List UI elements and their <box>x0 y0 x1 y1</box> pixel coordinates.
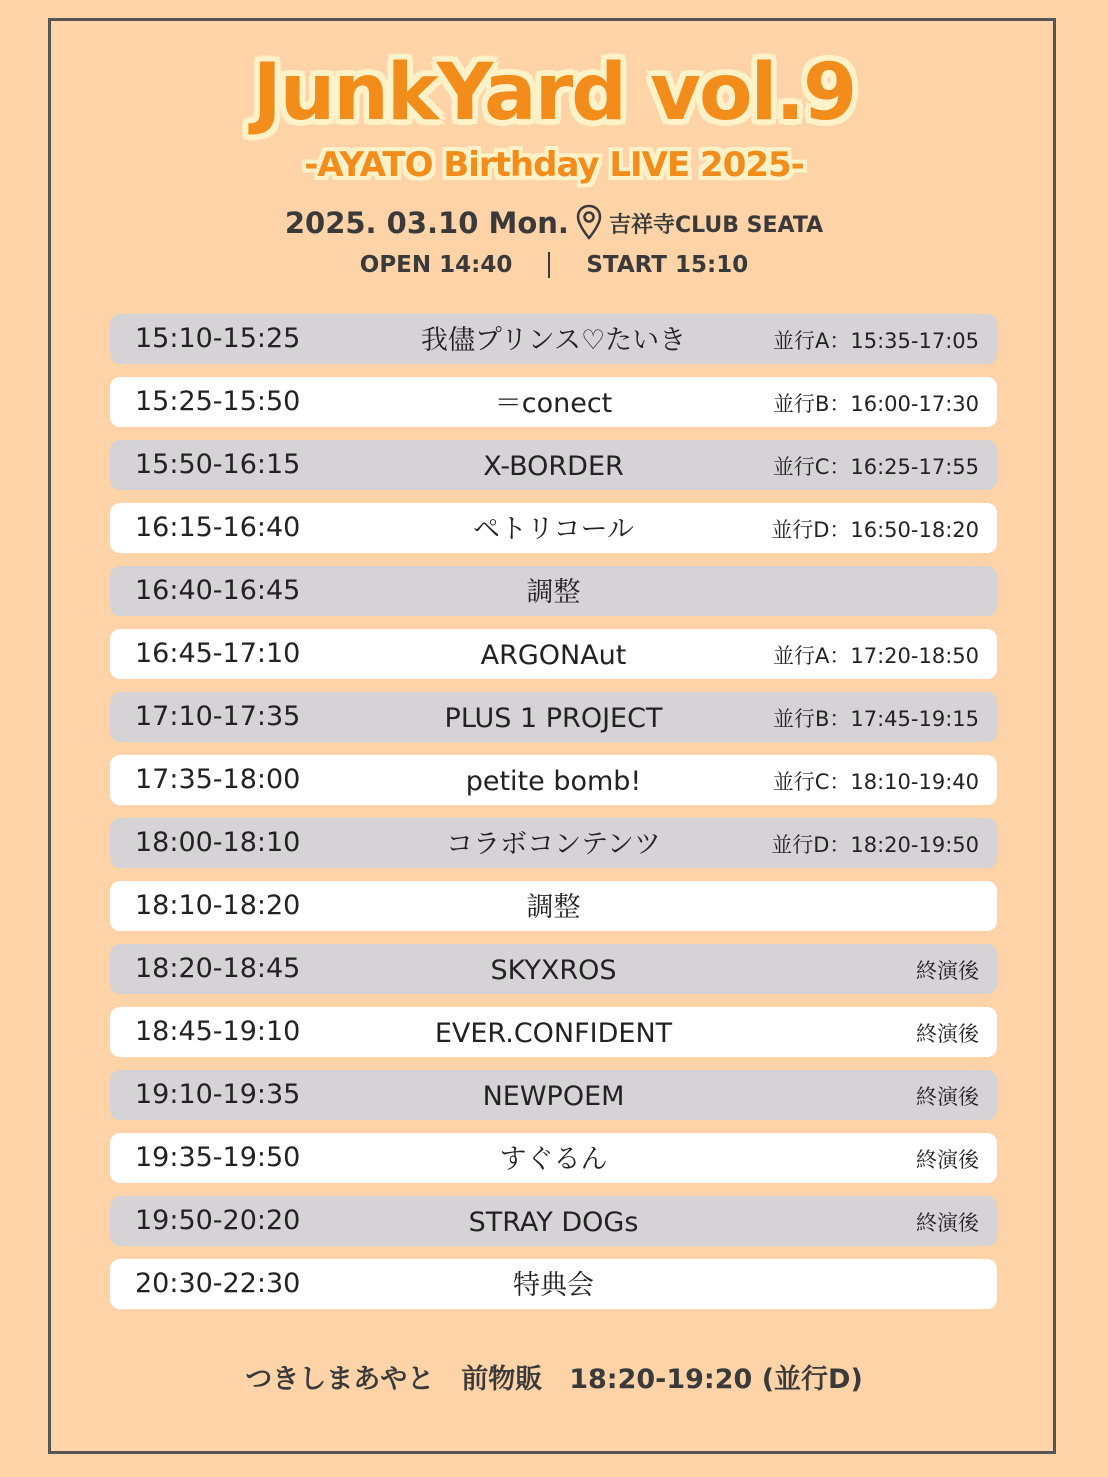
slot-time: 19:50-20:20 <box>135 1205 301 1236</box>
timetable-row <box>110 440 997 490</box>
slot-time: 16:45-17:10 <box>135 638 301 669</box>
timetable-row <box>110 314 997 364</box>
open-time: OPEN 14:40 <box>359 252 513 278</box>
parallel-queue: 並行C：18:10-19:40 <box>772 770 979 794</box>
parallel-queue: 並行A：15:35-17:05 <box>773 329 979 353</box>
parallel-queue: 終演後 <box>916 1148 979 1172</box>
act-name: X-BORDER <box>483 451 624 482</box>
timetable-row <box>110 1007 997 1057</box>
slot-time: 16:40-16:45 <box>135 575 301 606</box>
act-name: すぐるん <box>499 1144 608 1175</box>
timetable-row <box>110 629 997 679</box>
timetable-row <box>110 881 997 931</box>
slot-time: 18:10-18:20 <box>135 890 301 921</box>
timetable-row <box>110 944 997 994</box>
map-pin-icon <box>575 204 603 242</box>
act-name: petite bomb! <box>465 766 642 797</box>
slot-time: 15:10-15:25 <box>135 323 301 354</box>
parallel-queue: 終演後 <box>916 1211 979 1235</box>
slot-time: 18:20-18:45 <box>135 953 301 984</box>
timetable-row <box>110 755 997 805</box>
timetable-row <box>110 1070 997 1120</box>
act-name: ＝conect <box>494 388 613 419</box>
slot-time: 18:00-18:10 <box>135 827 301 858</box>
act-name: STRAY DOGs <box>468 1207 639 1238</box>
slot-time: 18:45-19:10 <box>135 1016 301 1047</box>
parallel-queue: 並行B：16:00-17:30 <box>772 392 979 416</box>
event-subtitle: -AYATO Birthday LIVE 2025- <box>304 145 804 185</box>
act-name: ARGONAut <box>480 640 627 671</box>
event-date: 2025. 03.10 Mon. <box>284 206 569 240</box>
timetable-row <box>110 566 997 616</box>
timetable-row <box>110 377 997 427</box>
slot-time: 15:25-15:50 <box>135 386 301 417</box>
act-name: 我儘プリンス♡たいき <box>420 325 687 356</box>
parallel-queue: 並行D：18:20-19:50 <box>771 833 979 857</box>
act-name: ペトリコール <box>473 514 634 545</box>
parallel-queue: 終演後 <box>916 1085 979 1109</box>
parallel-queue: 終演後 <box>916 959 979 983</box>
divider <box>548 252 550 278</box>
timetable-row <box>110 1259 997 1309</box>
slot-time: 16:15-16:40 <box>135 512 301 543</box>
slot-time: 15:50-16:15 <box>135 449 301 480</box>
event-title: JunkYard vol.9 <box>252 48 856 138</box>
act-name: 調整 <box>526 892 581 923</box>
act-name: NEWPOEM <box>482 1081 625 1112</box>
slot-time: 19:35-19:50 <box>135 1142 301 1173</box>
parallel-queue: 並行D：16:50-18:20 <box>771 518 979 542</box>
act-name: SKYXROS <box>490 955 617 986</box>
act-name: コラボコンテンツ <box>446 829 661 860</box>
event-venue: 吉祥寺CLUB SEATA <box>608 212 824 238</box>
slot-time: 17:10-17:35 <box>135 701 301 732</box>
parallel-queue: 並行C：16:25-17:55 <box>772 455 979 479</box>
timetable-row <box>110 818 997 868</box>
act-name: EVER.CONFIDENT <box>434 1018 673 1049</box>
timetable-row <box>110 1196 997 1246</box>
parallel-queue: 並行B：17:45-19:15 <box>772 707 979 731</box>
timetable-row <box>110 1133 997 1183</box>
slot-time: 17:35-18:00 <box>135 764 301 795</box>
timetable-row <box>110 692 997 742</box>
merch-info: つきしまあやと 前物販 18:20-19:20 (並行D) <box>245 1364 863 1395</box>
act-name: 特典会 <box>513 1270 594 1301</box>
timetable-row <box>110 503 997 553</box>
date-venue-line <box>0 204 1108 242</box>
timetable <box>110 314 997 1322</box>
slot-time: 19:10-19:35 <box>135 1079 301 1110</box>
act-name: PLUS 1 PROJECT <box>444 703 663 734</box>
parallel-queue: 並行A：17:20-18:50 <box>773 644 979 668</box>
act-name: 調整 <box>526 577 581 608</box>
open-start-line <box>0 252 1108 278</box>
slot-time: 20:30-22:30 <box>135 1268 301 1299</box>
parallel-queue: 終演後 <box>916 1022 979 1046</box>
start-time: START 15:10 <box>586 252 749 278</box>
